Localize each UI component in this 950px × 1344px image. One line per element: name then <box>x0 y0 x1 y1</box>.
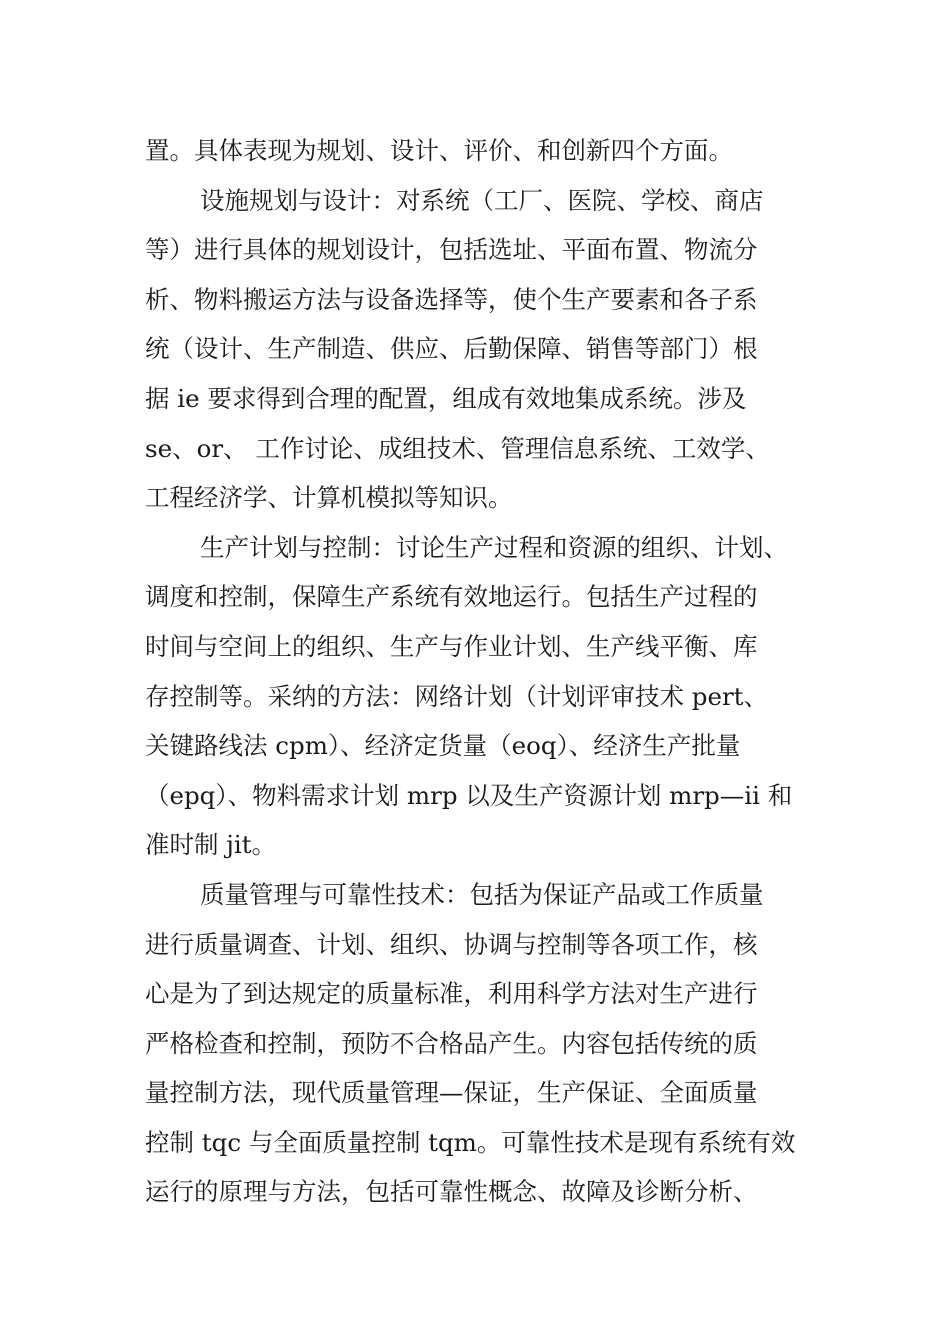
text-line: （epq）、物料需求计划 mrp 以及生产资源计划 mrp—ii 和 <box>145 780 793 810</box>
text-line: 时间与空间上的组织、生产与作业计划、生产线平衡、库 <box>145 631 758 661</box>
text-line: 控制 tqc 与全面质量控制 tqm。可靠性技术是现有系统有效 <box>145 1127 796 1157</box>
text-line: 存控制等。采纳的方法：网络计划（计划评审技术 pert、 <box>145 681 769 711</box>
text-line: 准时制 jit。 <box>145 830 277 860</box>
paragraph-start-quality-management: 质量管理与可靠性技术：包括为保证产品或工作质量 <box>200 879 764 909</box>
text-line: 运行的原理与方法，包括可靠性概念、故障及诊断分析、 <box>145 1177 758 1207</box>
text-line: 等）进行具体的规划设计，包括选址、平面布置、物流分 <box>145 235 758 265</box>
text-line: 统（设计、生产制造、供应、后勤保障、销售等部门）根 <box>145 334 758 364</box>
text-line: 置。具体表现为规划、设计、评价、和创新四个方面。 <box>145 136 733 165</box>
text-line: 量控制方法，现代质量管理—保证，生产保证、全面质量 <box>145 1078 758 1108</box>
text-line: 据 ie 要求得到合理的配置，组成有效地集成系统。涉及 <box>145 383 747 413</box>
text-line: 进行质量调查、计划、组织、协调与控制等各项工作，核 <box>145 929 758 959</box>
text-line: 析、物料搬运方法与设备选择等，使个生产要素和各子系 <box>145 284 758 314</box>
body-text <box>145 126 815 1217</box>
text-line: 调度和控制，保障生产系统有效地运行。包括生产过程的 <box>145 582 758 612</box>
paragraph-start-facility-planning: 设施规划与设计：对系统（工厂、医院、学校、商店 <box>200 185 764 215</box>
text-line: 工程经济学、计算机模拟等知识。 <box>145 483 513 513</box>
text-line: 心是为了到达规定的质量标准，利用科学方法对生产进行 <box>145 979 758 1009</box>
paragraph-start-production-planning: 生产计划与控制：讨论生产过程和资源的组织、计划、 <box>200 532 788 562</box>
text-line: se、or、 工作讨论、成组技术、管理信息系统、工效学、 <box>145 433 770 463</box>
text-line: 严格检查和控制，预防不合格品产生。内容包括传统的质 <box>145 1028 758 1058</box>
text-line: 关键路线法 cpm）、经济定货量（eoq）、经济生产批量 <box>145 731 741 761</box>
